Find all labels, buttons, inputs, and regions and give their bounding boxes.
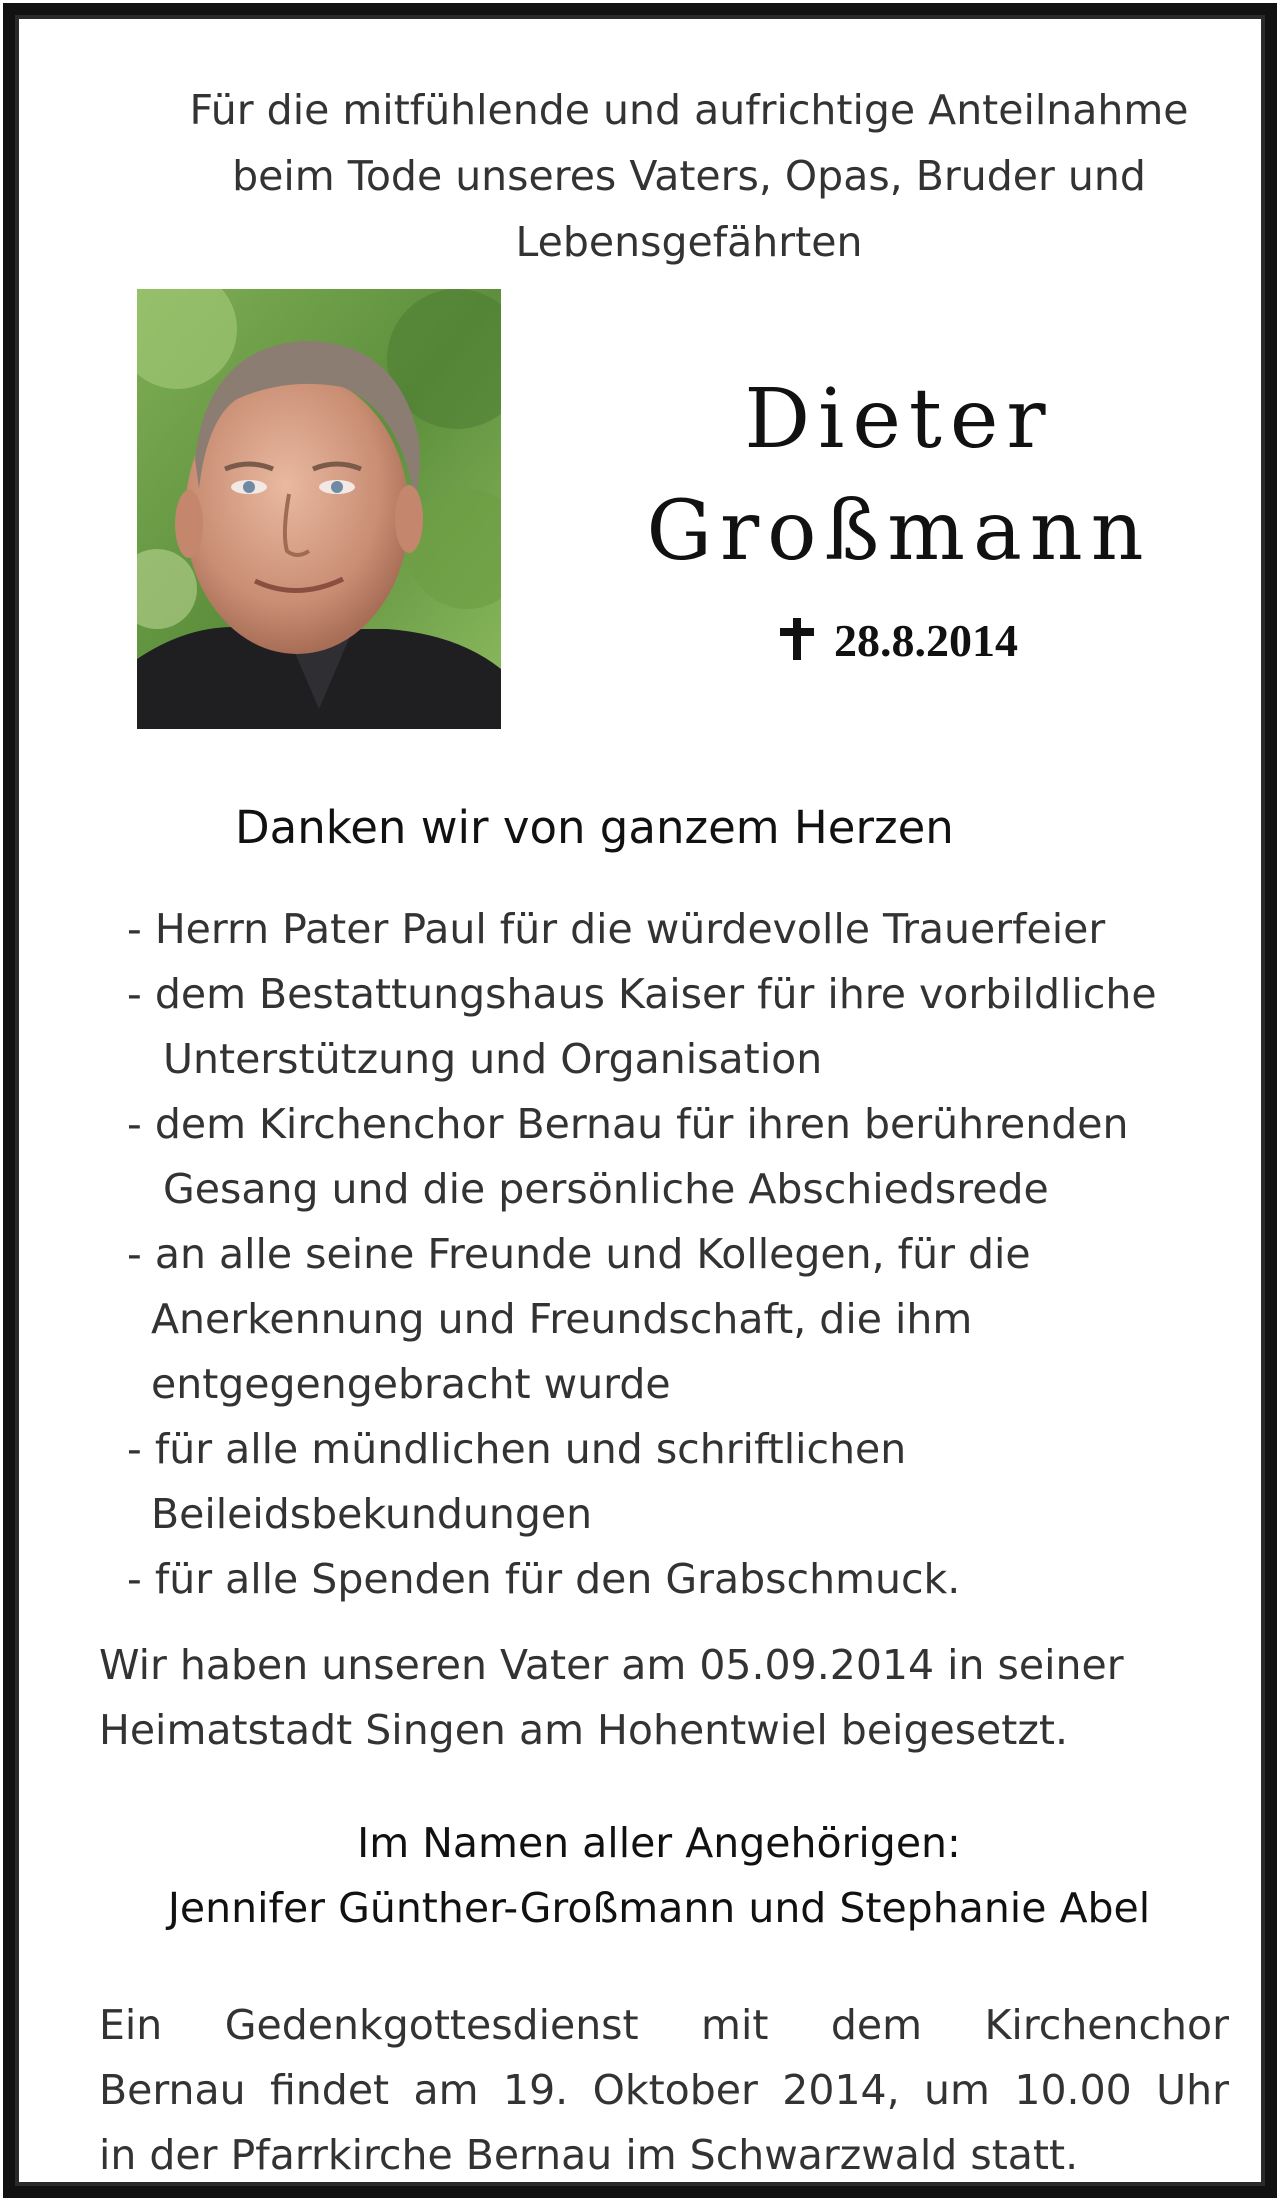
cross-icon: [780, 615, 814, 657]
signature-heading: Im Namen aller Angehörigen:: [357, 1819, 961, 1867]
burial-line: Heimatstadt Singen am Hohentwiel beigesetzt.: [99, 1706, 1068, 1754]
thanks-list: [127, 897, 1237, 1612]
list-item: [127, 1222, 1237, 1417]
list-item-line: Anerkennung und Freundschaft, die ihm: [151, 1295, 973, 1343]
list-item: [127, 1417, 1237, 1547]
intro-line: beim Tode unseres Vaters, Opas, Bruder und: [232, 152, 1146, 200]
list-item: [127, 1547, 1237, 1612]
list-item-line: - an alle seine Freunde und Kollegen, für die: [127, 1230, 1031, 1278]
list-item-line: Gesang und die persönliche Abschiedsrede: [163, 1165, 1049, 1213]
list-item-line: - für alle mündlichen und schriftlichen: [127, 1425, 907, 1473]
death-date: 28.8.2014: [834, 615, 1018, 666]
burial-text: [99, 1633, 1219, 1763]
burial-line: Wir haben unseren Vater am 05.09.2014 in seiner: [99, 1641, 1124, 1689]
last-name: Großmann: [646, 484, 1152, 579]
intro-line: Lebensgefährten: [515, 218, 863, 266]
list-item-line: - Herrn Pater Paul für die würdevolle Trauerfeier: [127, 905, 1106, 953]
list-item: [127, 897, 1237, 962]
memorial-service-text: [99, 1993, 1229, 2188]
portrait-illustration: [137, 289, 501, 729]
list-item-line: Unterstützung und Organisation: [163, 1035, 823, 1083]
thanks-title: Danken wir von ganzem Herzen: [235, 801, 954, 854]
memorial-line: in der Pfarrkirche Bernau im Schwarzwald statt.: [99, 2131, 1079, 2179]
signature-names: Jennifer Günther-Großmann und Stephanie Abel: [167, 1884, 1151, 1932]
list-item-line: - dem Kirchenchor Bernau für ihren berührenden: [127, 1100, 1129, 1148]
memorial-line: Bernau findet am 19. Oktober 2014, um 10.00 Uhr: [99, 2066, 1229, 2114]
intro-text: [119, 77, 1259, 275]
deceased-name: [559, 364, 1239, 588]
memorial-line: Ein Gedenkgottesdienst mit dem Kirchenchor: [99, 2001, 1229, 2049]
list-item-line: entgegengebracht wurde: [151, 1360, 671, 1408]
list-item: [127, 962, 1237, 1092]
list-item: [127, 1092, 1237, 1222]
list-item-line: - für alle Spenden für den Grabschmuck.: [127, 1555, 961, 1603]
first-name: Dieter: [744, 372, 1054, 467]
death-date-line: [559, 611, 1239, 671]
list-item-line: - dem Bestattungshaus Kaiser für ihre vorbildliche: [127, 970, 1157, 1018]
notice-card: [15, 15, 1265, 2186]
portrait-photo: [137, 289, 501, 729]
list-item-line: Beileidsbekundungen: [151, 1490, 593, 1538]
intro-line: Für die mitfühlende und aufrichtige Anteilnahme: [189, 86, 1189, 134]
signature-block: [79, 1811, 1239, 1941]
outer-frame: [3, 3, 1277, 2198]
